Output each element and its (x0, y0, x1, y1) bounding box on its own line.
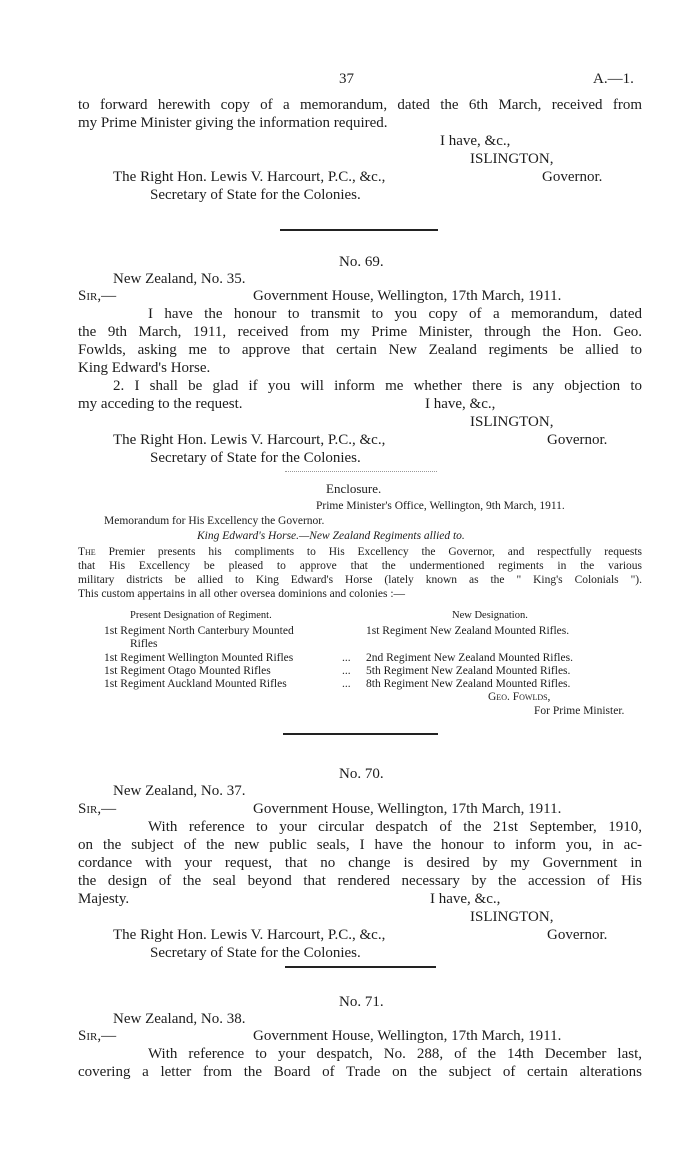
enclosure-body-line-3: military districts be allied to King Edward's Horse (lately known as the " King's Colonials "). (78, 574, 642, 586)
no69-addressee: The Right Hon. Lewis V. Harcourt, P.C., &c., (113, 432, 386, 448)
no69-p2-line-2: my acceding to the request. (78, 396, 243, 412)
enclosure-body-line-2: that His Excellency be pleased to approve that the undermentioned regiments in the various (78, 560, 642, 572)
no71-place: Government House, Wellington, 17th March, 1911. (253, 1028, 562, 1044)
no69-place: Government House, Wellington, 17th March, 1911. (253, 288, 562, 304)
table-row-2-new: 2nd Regiment New Zealand Mounted Rifles. (366, 652, 573, 664)
top-role: Governor. (542, 169, 603, 185)
no70-sir: Sir,— (78, 801, 117, 817)
top-signer: ISLINGTON, (470, 151, 554, 167)
no69-i-have: I have, &c., (425, 396, 496, 412)
top-line-1: to forward herewith copy of a memorandum, dated the 6th March, received from (78, 97, 642, 113)
table-row-3-leader: ... (342, 665, 351, 677)
enclosure-for: For Prime Minister. (534, 705, 625, 717)
no69-signer: ISLINGTON, (470, 414, 554, 430)
no70-i-have: I have, &c., (430, 891, 501, 907)
no70-place: Government House, Wellington, 17th March, 1911. (253, 801, 562, 817)
no70-p1-line-4: the design of the seal beyond that rendered necessary by the accession of His (78, 873, 642, 889)
no69-p1-line-3: Fowlds, asking me to approve that certain New Zealand regiments be allied to (78, 342, 642, 358)
no70-p1-line-3: cordance with your request, that no change is desired by my Government in (78, 855, 642, 871)
top-line-2: my Prime Minister giving the information required. (78, 115, 388, 131)
enclosure-body-line-1: The Premier presents his compliments to His Excellency the Governor, and respectfully requests (78, 546, 642, 558)
document-reference: A.—1. (593, 71, 634, 87)
table-header-present: Present Designation of Regiment. (130, 610, 272, 621)
table-header-new: New Designation. (452, 610, 528, 621)
page-number: 37 (339, 71, 354, 87)
no71-number: No. 71. (339, 994, 384, 1010)
no69-number: No. 69. (339, 254, 384, 270)
section-divider (283, 733, 438, 735)
no69-secretary: Secretary of State for the Colonies. (150, 450, 361, 466)
table-row-2-present: 1st Regiment Wellington Mounted Rifles (104, 652, 294, 664)
table-row-4-leader: ... (342, 678, 351, 690)
table-row-3-new: 5th Regiment New Zealand Mounted Rifles. (366, 665, 571, 677)
no69-sir: Sir,— (78, 288, 117, 304)
enclosure-memo: Memorandum for His Excellency the Governor. (104, 515, 325, 527)
no71-p1-line-1: With reference to your despatch, No. 288, of the 14th December last, (148, 1046, 642, 1062)
top-addressee: The Right Hon. Lewis V. Harcourt, P.C., &c., (113, 169, 386, 185)
enclosure-first-word: The (78, 546, 96, 558)
enclosure-office: Prime Minister's Office, Wellington, 9th March, 1911. (316, 500, 565, 512)
no69-p2-line-1: 2. I shall be glad if you will inform me whether there is any objection to (113, 378, 642, 394)
enclosure-body-line-4: This custom appertains in all other oversea dominions and colonies :— (78, 588, 406, 600)
no70-number: No. 70. (339, 766, 384, 782)
section-divider (280, 229, 438, 231)
no69-nz: New Zealand, No. 35. (113, 271, 246, 287)
table-row-4-new: 8th Regiment New Zealand Mounted Rifles. (366, 678, 571, 690)
no71-nz: New Zealand, No. 38. (113, 1011, 246, 1027)
top-secretary: Secretary of State for the Colonies. (150, 187, 361, 203)
section-divider (285, 966, 436, 968)
no70-addressee: The Right Hon. Lewis V. Harcourt, P.C., &c., (113, 927, 386, 943)
no70-p1-line-2: on the subject of the new public seals, I have the honour to inform you, in ac- (78, 837, 642, 853)
no69-role: Governor. (547, 432, 608, 448)
no69-p1-line-2: the 9th March, 1911, received from my Prime Minister, through the Hon. Geo. (78, 324, 642, 340)
table-row-3-present: 1st Regiment Otago Mounted Rifles (104, 665, 271, 677)
no71-sir: Sir,— (78, 1028, 117, 1044)
no70-p1-line-1: With reference to your circular despatch of the 21st September, 1910, (148, 819, 642, 835)
table-row-4-present: 1st Regiment Auckland Mounted Rifles (104, 678, 287, 690)
enclosure-divider (285, 471, 437, 472)
table-row-1-new: 1st Regiment New Zealand Mounted Rifles. (366, 625, 570, 637)
no70-secretary: Secretary of State for the Colonies. (150, 945, 361, 961)
enclosure-signed: Geo. Fowlds, (488, 691, 551, 703)
enclosure-title: Enclosure. (326, 481, 382, 496)
no70-nz: New Zealand, No. 37. (113, 783, 246, 799)
no70-role: Governor. (547, 927, 608, 943)
no69-p1-line-4: King Edward's Horse. (78, 360, 211, 376)
no69-p1-line-1: I have the honour to transmit to you copy of a memorandum, dated (148, 306, 642, 322)
table-row-1-present-cont: Rifles (130, 638, 158, 650)
table-row-1-present: 1st Regiment North Canterbury Mounted (104, 625, 294, 637)
no71-p1-line-2: covering a letter from the Board of Trade on the subject of certain alterations (78, 1064, 642, 1080)
top-i-have: I have, &c., (440, 133, 511, 149)
enclosure-subject: King Edward's Horse.—New Zealand Regiments allied to. (197, 530, 465, 542)
no70-signer: ISLINGTON, (470, 909, 554, 925)
table-row-2-leader: ... (342, 652, 351, 664)
no70-p1-line-5: Majesty. (78, 891, 130, 907)
